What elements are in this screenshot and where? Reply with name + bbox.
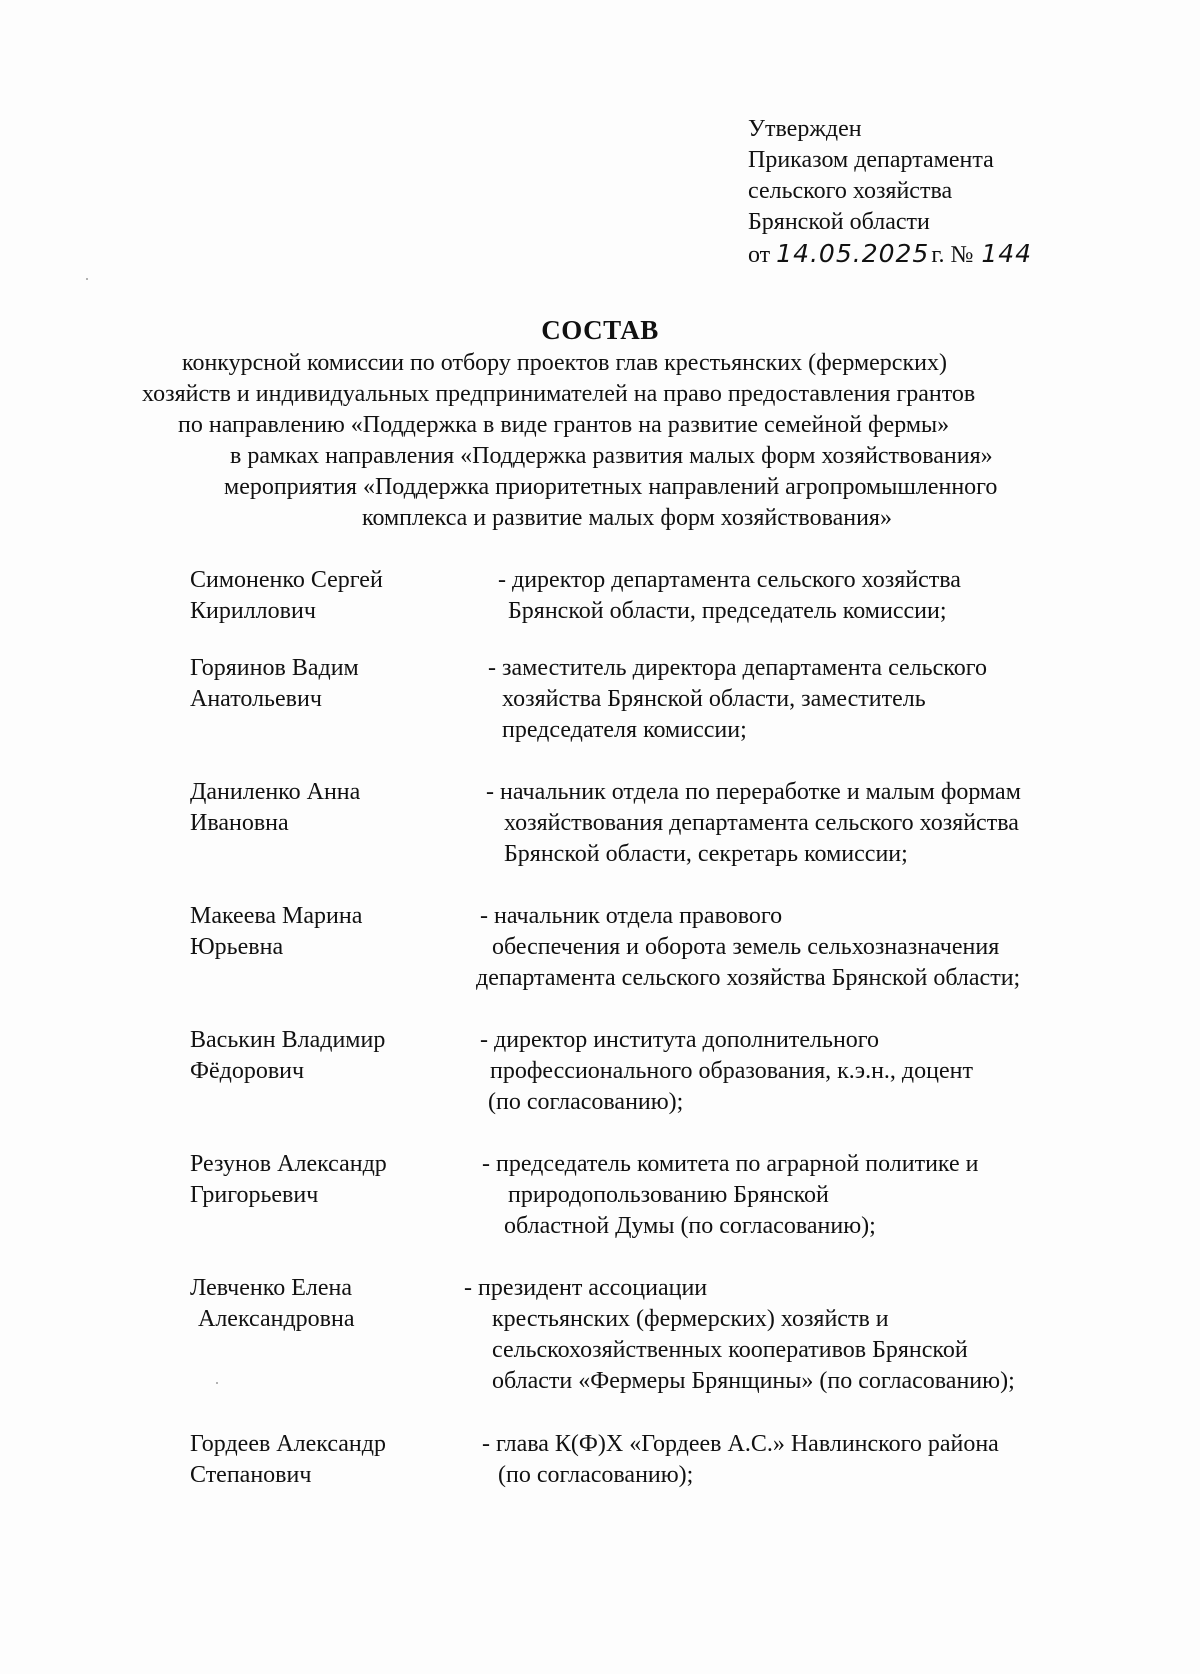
member-name: Резунов Александр Григорьевич	[190, 1151, 387, 1208]
subtitle-line: в рамках направления «Поддержка развития малых форм хозяйствования»	[230, 443, 993, 469]
approval-line-date	[748, 238, 1032, 271]
subtitle-line: хозяйств и индивидуальных предпринимателей на право предоставления грантов	[142, 381, 976, 407]
approval-line-approved: Утвержден	[748, 116, 862, 142]
scan-speck	[216, 1382, 218, 1384]
handwritten-order-number: 144	[981, 239, 1033, 268]
member-role: - заместитель директора департамента сельского хозяйства Брянской области, заместитель председателя комиссии;	[488, 655, 987, 743]
member-role: - директор института дополнительного профессионального образования, к.э.н., доцент (по согласованию);	[480, 1027, 973, 1115]
member-name: Макеева Марина Юрьевна	[190, 903, 363, 960]
member-name: Симоненко Сергей Кириллович	[190, 567, 383, 624]
handwritten-date: 14.05.2025	[776, 239, 930, 268]
member-role: - начальник отдела по переработке и малым формам хозяйствования департамента сельского хозяйства Брянской области, секретарь комиссии;	[486, 779, 1021, 867]
date-prefix: от	[748, 242, 771, 268]
member-name: Васькин Владимир Фёдорович	[190, 1027, 386, 1084]
member-name: Левченко Елена Александровна	[190, 1275, 355, 1332]
document-title: СОСТАВ	[541, 315, 659, 345]
approval-line-order: Приказом департамента	[748, 147, 994, 173]
subtitle-line: мероприятия «Поддержка приоритетных направлений агропромышленного	[224, 474, 998, 500]
approval-line-department: сельского хозяйства	[748, 178, 953, 204]
member-name: Горяинов Вадим Анатольевич	[190, 655, 359, 712]
member-role: - начальник отдела правового обеспечения и оборота земель сельхозназначения департамента сельского хозяйства Брянской области;	[476, 903, 1021, 991]
document-subtitle	[0, 348, 1200, 534]
approval-stamp-block	[748, 114, 1032, 271]
subtitle-line: по направлению «Поддержка в виде грантов на развитие семейной фермы»	[178, 412, 950, 438]
subtitle-line: комплекса и развитие малых форм хозяйствования»	[362, 505, 892, 531]
subtitle-line: конкурсной комиссии по отбору проектов глав крестьянских (фермерских)	[182, 350, 947, 376]
scan-speck	[86, 278, 88, 280]
member-name: Гордеев Александр Степанович	[190, 1431, 386, 1488]
number-prefix: г. №	[931, 242, 974, 268]
member-role: - президент ассоциации крестьянских (фермерских) хозяйств и сельскохозяйственных кооперативов Брянской области «Фермеры Брянщины» (по согласованию);	[464, 1275, 1015, 1394]
approval-line-region: Брянской области	[748, 209, 930, 235]
member-name: Даниленко Анна Ивановна	[190, 779, 361, 836]
member-role: - директор департамента сельского хозяйства Брянской области, председатель комиссии;	[498, 567, 961, 624]
member-role: - глава К(Ф)Х «Гордеев А.С.» Навлинского района (по согласованию);	[482, 1431, 999, 1488]
member-role: - председатель комитета по аграрной политике и природопользованию Брянской областной Думы (по согласованию);	[482, 1151, 979, 1239]
